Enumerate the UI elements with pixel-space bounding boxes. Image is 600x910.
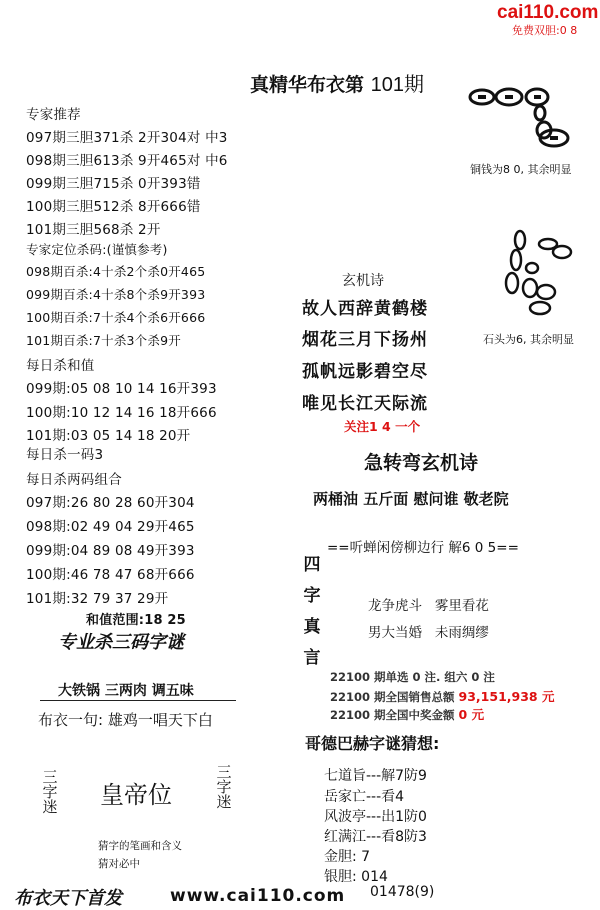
title-text: 真精华布衣第 [250, 74, 365, 96]
four-words-row-1: 龙争虎斗 雾里看花 [368, 598, 489, 614]
brand-logo-text: cai110.com [497, 2, 599, 23]
pair-kill-line: 099期:04 89 08 49开393 [26, 543, 195, 559]
pair-kill-heading: 每日杀两码组合 [26, 472, 122, 488]
vchar: 迷 [42, 798, 58, 816]
lottery-prize-label: 22100 期全国中奖金额 [330, 708, 455, 722]
turn-line-2: ==听蝉闲傍柳边行 解6 0 5== [327, 540, 519, 556]
vchar: 四 [303, 555, 321, 575]
footer-url: www.cai110.com [170, 886, 346, 906]
poem-line: 孤帆远影碧空尽 [302, 362, 428, 382]
pair-kill-line: 097期:26 80 28 60开304 [26, 495, 195, 511]
lottery-line-3 [330, 705, 484, 723]
expert-heading: 专家推荐 [26, 107, 81, 123]
pair-kill-line: 100期:46 78 47 68开666 [26, 567, 195, 583]
coin-drawing-2 [500, 228, 580, 318]
sum-kill-line: 101期:03 05 14 18 20开 [26, 428, 191, 444]
riddle-right-vertical [214, 765, 234, 810]
expert-line: 097期三胆371杀 2开304对 中3 [26, 130, 228, 146]
riddle-guess-line: 银胆: 014 [324, 869, 388, 885]
page-title [250, 68, 424, 97]
vchar: 字 [303, 586, 321, 606]
riddle-guess-line: 红满江---看8防3 [324, 829, 427, 845]
coin-caption-2: 石头为6, 其余明显 [483, 333, 574, 346]
footer-slogan: 布衣天下首发 [14, 888, 122, 909]
sum-range: 和值范围:18 25 [86, 613, 186, 628]
lottery-line-2 [330, 687, 554, 705]
riddle-line-2: 布衣一句: 雄鸡一唱天下白 [38, 711, 213, 729]
vchar: 三 [42, 768, 58, 786]
position-kill-line: 098期百杀:4十杀2个杀0开465 [26, 264, 206, 279]
vchar: 言 [303, 648, 321, 668]
expert-line: 100期三胆512杀 8开666错 [26, 199, 201, 215]
four-words-row-2: 男大当婚 未雨绸缪 [368, 625, 489, 641]
expert-line: 101期三胆568杀 2开 [26, 222, 161, 238]
lottery-sales-label: 22100 期全国销售总额 [330, 690, 455, 704]
lottery-prize-value: 0 元 [458, 707, 485, 722]
turn-line-1: 两桶油 五斤面 慰问谁 敬老院 [313, 490, 509, 508]
pair-kill-line: 101期:32 79 37 29开 [26, 591, 169, 607]
riddle-guess-heading: 哥德巴赫字谜猜想: [305, 734, 440, 753]
coin-drawing-1 [462, 80, 600, 150]
riddle-left-vertical [40, 770, 60, 815]
sum-kill-line: 100期:10 12 14 16 18开666 [26, 405, 217, 421]
sum-kill-heading: 每日杀和值 [26, 358, 95, 374]
turn-heading: 急转弯玄机诗 [364, 452, 479, 474]
poem-line: 烟花三月下扬州 [302, 330, 428, 350]
four-words-vertical [301, 550, 323, 674]
position-kill-line: 099期百杀:4十杀8个杀9开393 [26, 287, 206, 302]
riddle-note-2: 猜对必中 [98, 858, 140, 870]
divider [40, 700, 236, 701]
sum-kill-line: 099期:05 08 10 14 16开393 [26, 381, 217, 397]
position-kill-line: 100期百杀:7十杀4个杀6开666 [26, 310, 206, 325]
vchar: 三 [216, 763, 232, 781]
coin-caption-1: 铜钱为8 0, 其余明显 [470, 163, 572, 176]
lottery-sales-value: 93,151,938 元 [458, 689, 555, 704]
title-issue: 101期 [370, 74, 425, 96]
pair-kill-line: 098期:02 49 04 29开465 [26, 519, 195, 535]
riddle-note-1: 猜字的笔画和含义 [98, 840, 182, 852]
kill-one-code: 每日杀一码3 [26, 447, 104, 463]
expert-line: 099期三胆715杀 0开393错 [26, 176, 201, 192]
vchar: 真 [303, 617, 321, 637]
lottery-line-1: 22100 期单选 0 注. 组六 0 注 [330, 670, 495, 684]
riddle-center-word: 皇帝位 [100, 781, 172, 809]
vchar: 字 [216, 778, 232, 796]
riddle-guess-line: 风波亭---出1防0 [324, 809, 427, 825]
position-kill-heading: 专家定位杀码:(谨慎参考) [26, 242, 168, 257]
riddle-guess-line: 岳家亡---看4 [324, 789, 405, 805]
position-kill-line: 101期百杀:7十杀3个杀9开 [26, 333, 181, 348]
riddle-line-1: 大铁锅 三两肉 调五味 [58, 683, 194, 699]
poem-heading: 玄机诗 [342, 273, 384, 289]
poem-line: 故人西辞黄鹤楼 [302, 299, 428, 319]
poem-note: 关注1 4 一个 [344, 419, 421, 434]
vchar: 字 [42, 783, 58, 801]
riddle-guess-final: 01478(9) [370, 884, 435, 900]
expert-line: 098期三胆613杀 9开465对 中6 [26, 153, 228, 169]
riddle-section-heading: 专业杀三码字谜 [58, 632, 184, 653]
vchar: 迷 [216, 793, 232, 811]
poem-line: 唯见长江天际流 [302, 394, 428, 414]
riddle-guess-line: 金胆: 7 [324, 849, 371, 865]
brand-subtitle: 免费双胆:0 8 [512, 24, 578, 37]
riddle-guess-line: 七道旨---解7防9 [324, 768, 427, 784]
